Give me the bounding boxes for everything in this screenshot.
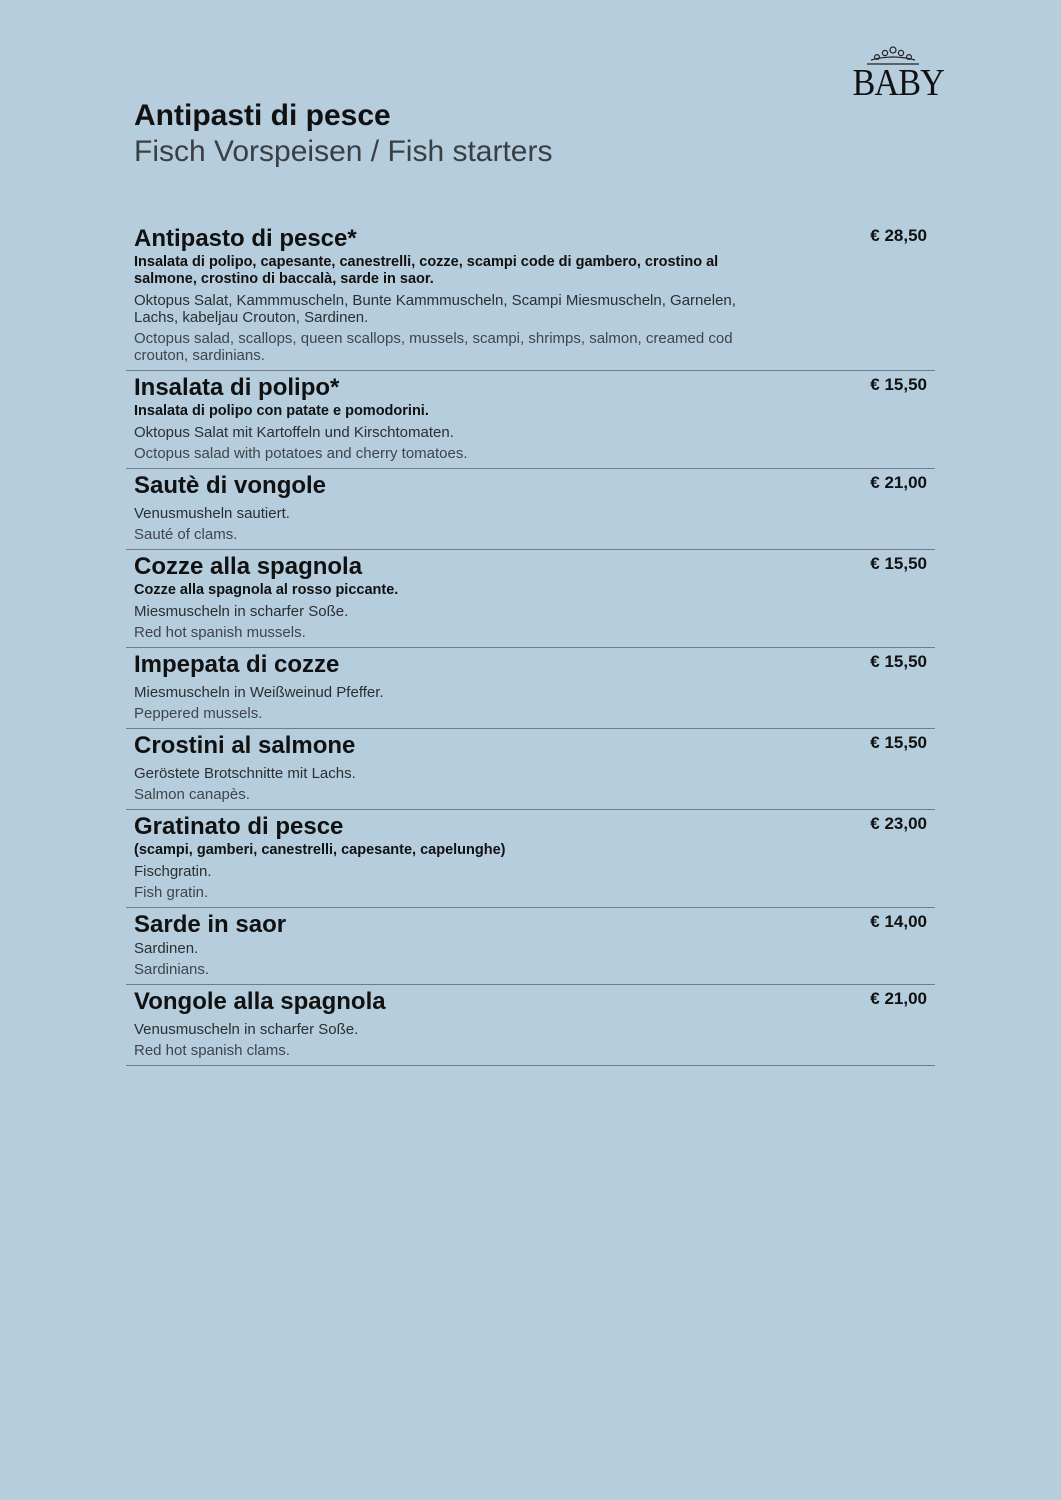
item-name: Vongole alla spagnola — [134, 988, 386, 1015]
item-desc-it: (scampi, gamberi, canestrelli, capesante, capelunghe) — [134, 842, 506, 858]
item-desc-it: Cozze alla spagnola al rosso piccante. — [134, 582, 399, 598]
item-desc-it: Insalata di polipo con patate e pomodorini. — [134, 403, 429, 419]
item-price: € 15,50 — [870, 375, 927, 394]
item-desc-de: Miesmuscheln in Weißweinud Pfeffer. — [134, 684, 384, 701]
item-name: Sarde in saor — [134, 911, 287, 938]
item-desc-en: Sauté of clams. — [134, 526, 238, 543]
item-price: € 14,00 — [870, 912, 927, 931]
brand-logo — [848, 44, 944, 104]
item-price: € 23,00 — [870, 814, 927, 833]
item-desc-en: Red hot spanish mussels. — [134, 624, 306, 641]
page-title: Antipasti di pesce — [134, 99, 391, 132]
item-desc-de: Venusmuscheln in scharfer Soße. — [134, 1021, 359, 1038]
item-desc-de: Venusmusheln sautiert. — [134, 505, 290, 522]
menu-item — [126, 222, 935, 371]
menu-item — [126, 810, 935, 908]
brand-name: BABY — [852, 62, 944, 104]
item-name: Insalata di polipo* — [134, 374, 340, 401]
menu-item — [126, 648, 935, 729]
menu-item — [126, 371, 935, 469]
item-name: Crostini al salmone — [134, 732, 356, 759]
item-name: Impepata di cozze — [134, 651, 340, 678]
item-desc-en: Sardinians. — [134, 961, 210, 978]
item-name: Gratinato di pesce — [134, 813, 344, 840]
item-price: € 15,50 — [870, 733, 927, 752]
item-name: Cozze alla spagnola — [134, 553, 363, 580]
page-header — [134, 98, 552, 170]
menu-item — [126, 729, 935, 810]
item-desc-de: Miesmuscheln in scharfer Soße. — [134, 603, 349, 620]
menu-item — [126, 550, 935, 648]
item-price: € 15,50 — [870, 554, 927, 573]
menu-item — [126, 908, 935, 985]
page-subtitle: Fisch Vorspeisen / Fish starters — [134, 135, 553, 168]
item-desc-de: Geröstete Brotschnitte mit Lachs. — [134, 765, 356, 782]
item-desc-de: Fischgratin. — [134, 863, 212, 880]
item-desc-en: Octopus salad with potatoes and cherry tomatoes. — [134, 445, 468, 462]
item-price: € 15,50 — [870, 652, 927, 671]
item-price: € 21,00 — [870, 989, 927, 1008]
item-desc-it: Insalata di polipo, capesante, canestrelli, cozze, scampi code di gambero, crostino al salmone, crostino di baccalà, sarde in saor. — [134, 254, 719, 287]
item-name: Antipasto di pesce* — [134, 225, 357, 252]
item-name: Sautè di vongole — [134, 472, 327, 499]
item-desc-en: Octopus salad, scallops, queen scallops, mussels, scampi, shrimps, salmon, creamed cod crouton, sardinians. — [134, 330, 733, 364]
menu-item — [126, 985, 935, 1066]
item-price: € 21,00 — [870, 473, 927, 492]
item-desc-de: Sardinen. — [134, 940, 199, 957]
item-desc-de: Oktopus Salat mit Kartoffeln und Kirschtomaten. — [134, 424, 454, 441]
item-desc-en: Red hot spanish clams. — [134, 1042, 290, 1059]
item-price: € 28,50 — [870, 226, 927, 245]
menu-list — [126, 222, 935, 1066]
item-desc-en: Fish gratin. — [134, 884, 209, 901]
menu-item — [126, 469, 935, 550]
item-desc-en: Peppered mussels. — [134, 705, 263, 722]
item-desc-en: Salmon canapès. — [134, 786, 250, 803]
item-desc-de: Oktopus Salat, Kammmuscheln, Bunte Kammmuscheln, Scampi Miesmuscheln, Garnelen, Lachs, kabeljau Crouton, Sardinen. — [134, 292, 736, 326]
